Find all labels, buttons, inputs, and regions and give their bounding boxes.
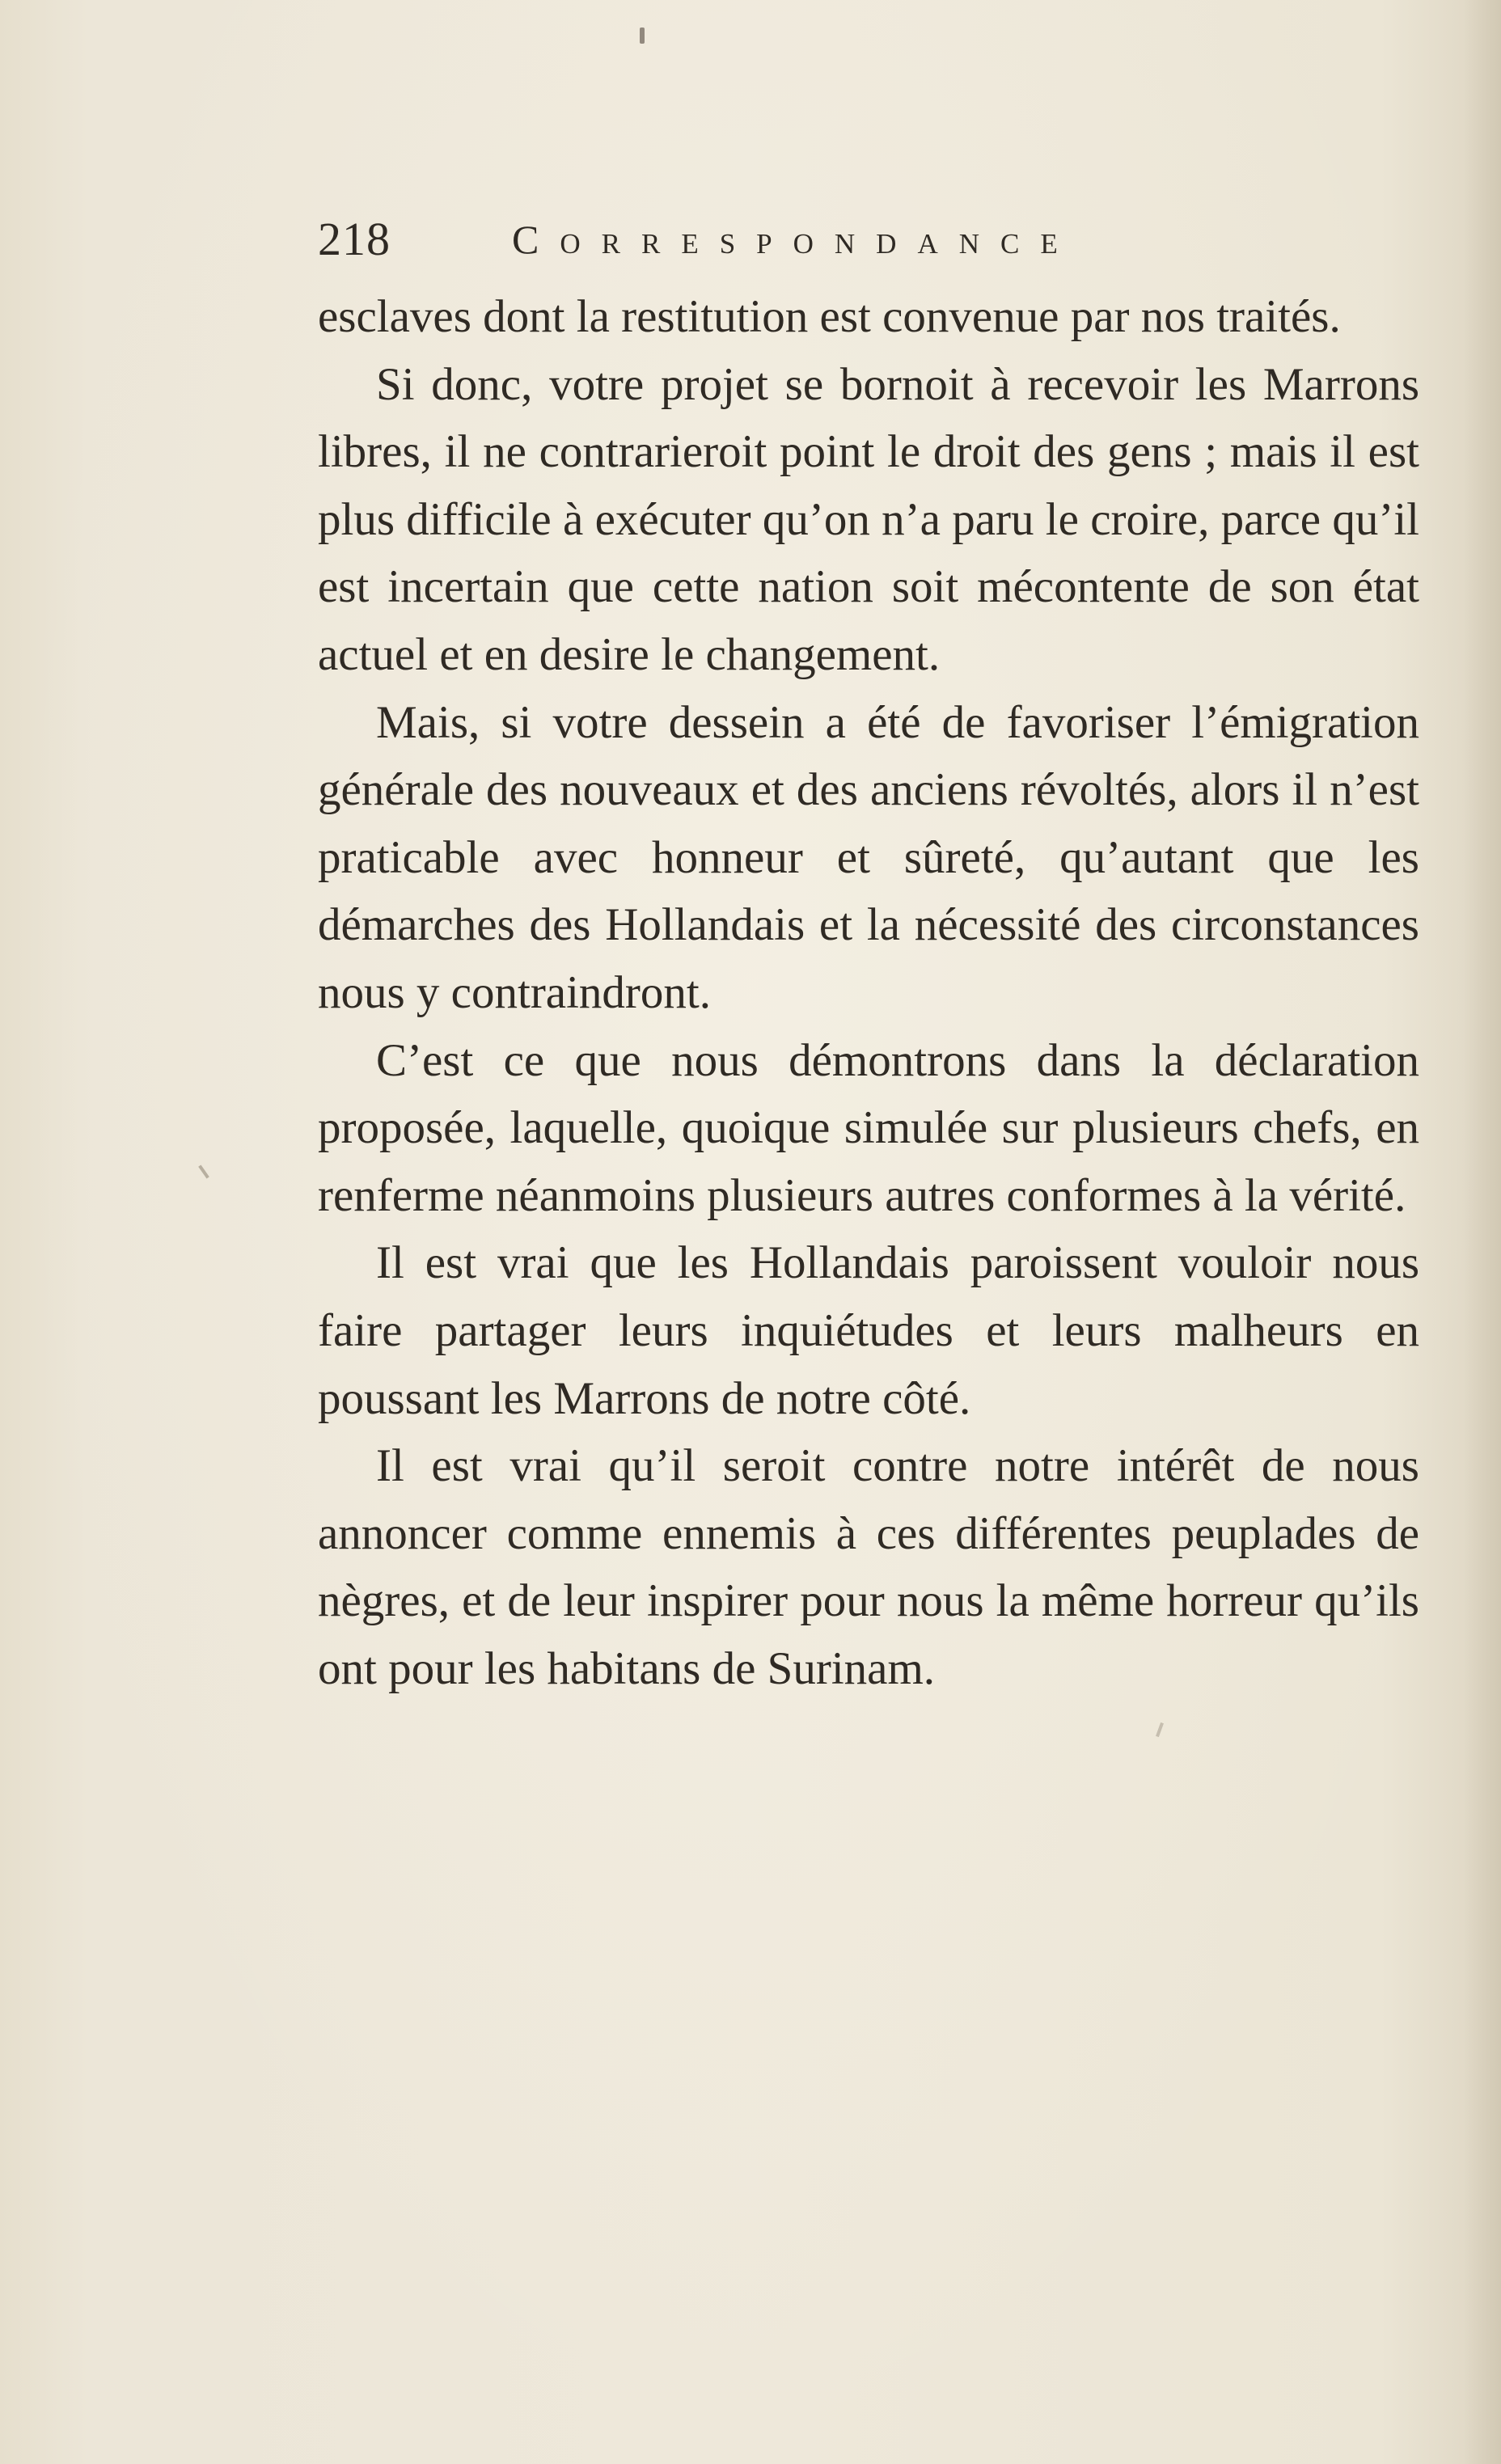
- paragraph: Si donc, votre projet se bornoit à recevoir les Marrons libres, il ne contrarieroit point le droit des gens ; mais il est plus difficile à exécuter qu’on n’a paru le croire, parce qu’il est incertain que cette nation soit mécontente de son état actuel et en desire le changement.: [318, 358, 1419, 680]
- ink-speck-top: [640, 27, 645, 44]
- paragraph: esclaves dont la restitution est convenue par nos traités.: [318, 291, 1341, 342]
- body-text: [318, 283, 1419, 1702]
- page-number: 218: [318, 213, 391, 265]
- page-edge-shadow: [1464, 0, 1501, 2464]
- paragraph: C’est ce que nous démontrons dans la déclaration proposée, laquelle, quoique simulée sur plusieurs chefs, en renferme néanmoins plusieurs autres conformes à la vérité.: [318, 1034, 1419, 1221]
- running-head: Correspondance: [512, 217, 1079, 262]
- paragraph: Il est vrai que les Hollandais paroissent vouloir nous faire partager leurs inquiétudes et leurs malheurs en poussant les Marrons de notre côté.: [318, 1237, 1419, 1424]
- ink-speck: [1156, 1722, 1164, 1737]
- paragraph: Il est vrai qu’il seroit contre notre intérêt de nous annoncer comme ennemis à ces différentes peuplades de nègres, et de leur inspirer pour nous la même horreur qu’ils ont pour les habitans de Surinam.: [318, 1440, 1419, 1694]
- ink-speck: [198, 1164, 209, 1178]
- paragraph: Mais, si votre dessein a été de favoriser l’émigration générale des nouveaux et des anciens révoltés, alors il n’est praticable avec honneur et sûreté, qu’autant que les démarches des Hollandais et la nécessité des circonstances nous y contraindront.: [318, 696, 1419, 1018]
- page-header: [318, 209, 1426, 270]
